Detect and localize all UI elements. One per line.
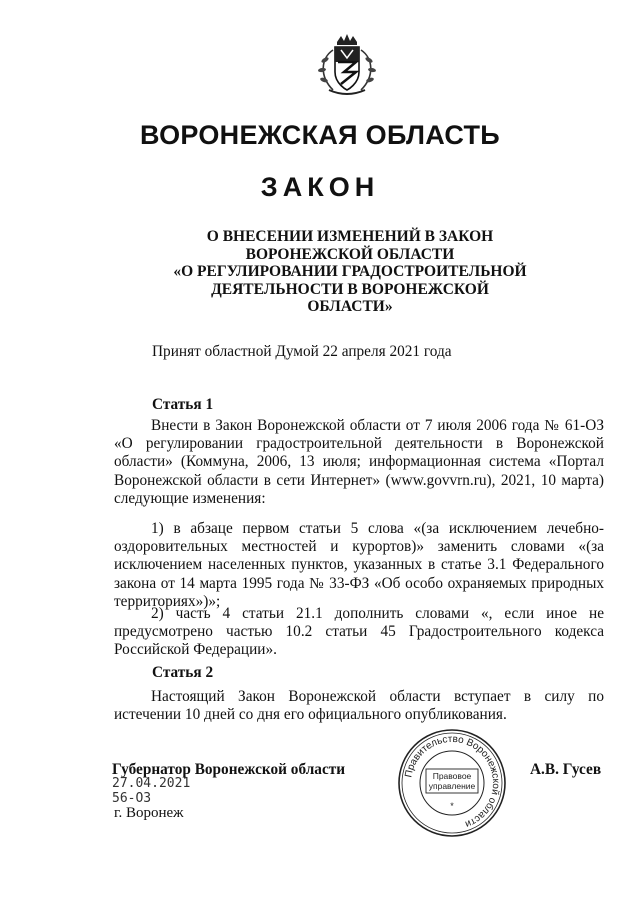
article-1-heading: Статья 1 <box>152 396 214 413</box>
law-title-line: О ВНЕСЕНИИ ИЗМЕНЕНИЙ В ЗАКОН <box>206 228 494 245</box>
stamp-inner-line-1: Правовое <box>432 771 472 781</box>
document-type-title: ЗАКОН <box>260 172 380 202</box>
adoption-note: Принят областной Думой 22 апреля 2021 года <box>152 343 452 360</box>
signing-date: 27.04.2021 <box>112 776 191 791</box>
signatory-name: А.В. Гусев <box>530 761 602 778</box>
law-title-line: «О РЕГУЛИРОВАНИИ ГРАДОСТРОИТЕЛЬНОЙ <box>173 263 527 280</box>
law-number: 56-ОЗ <box>112 791 152 806</box>
svg-text:*: * <box>450 801 454 811</box>
signing-city: г. Воронеж <box>114 805 184 821</box>
law-title <box>150 228 550 316</box>
document-region-title: ВОРОНЕЖСКАЯ ОБЛАСТЬ <box>139 120 501 150</box>
stamp-inner-line-2: управление <box>428 781 476 791</box>
law-title-line: ВОРОНЕЖСКОЙ ОБЛАСТИ <box>245 245 455 263</box>
article-1-intro: Внести в Закон Воронежской области от 7 июля 2006 года № 61-ОЗ «О регулировании градостроительной деятельности в Воронежской области» (Коммуна, 2006, 13 июля; информационная система «Портал Воронежской области в сети Интернет» (www.govvrn.ru), 2021, 10 марта) следующие изменения: <box>114 417 604 507</box>
coat-of-arms-icon <box>311 32 383 98</box>
signatory-title: Губернатор Воронежской области <box>112 761 346 778</box>
law-title-line: ОБЛАСТИ» <box>307 298 393 315</box>
article-2-text: Настоящий Закон Воронежской области вступает в силу по истечении 10 дней со дня его официального опубликования. <box>114 688 604 724</box>
article-1-item-1: 1) в абзаце первом статьи 5 слова «(за исключением лечебно-оздоровительных местностей и курортов)» заменить словами «(за исключением населенных пунктов, указанных в статье 3.1 Федерального закона от 14 марта 1995 года № 33-ФЗ «Об особо охраняемых природных территориях»)»; <box>114 520 604 610</box>
article-2-heading: Статья 2 <box>152 664 214 681</box>
article-1-item-2: 2) часть 4 статьи 21.1 дополнить словами «, если иное не предусмотрено частью 10.2 статьи 45 Градостроительного кодекса Российской Федерации». <box>114 605 604 659</box>
law-title-line: ДЕЯТЕЛЬНОСТИ В ВОРОНЕЖСКОЙ <box>211 280 489 298</box>
official-stamp-icon <box>396 727 508 839</box>
stamp-outer-text: Правительство Воронежской области <box>403 733 502 830</box>
